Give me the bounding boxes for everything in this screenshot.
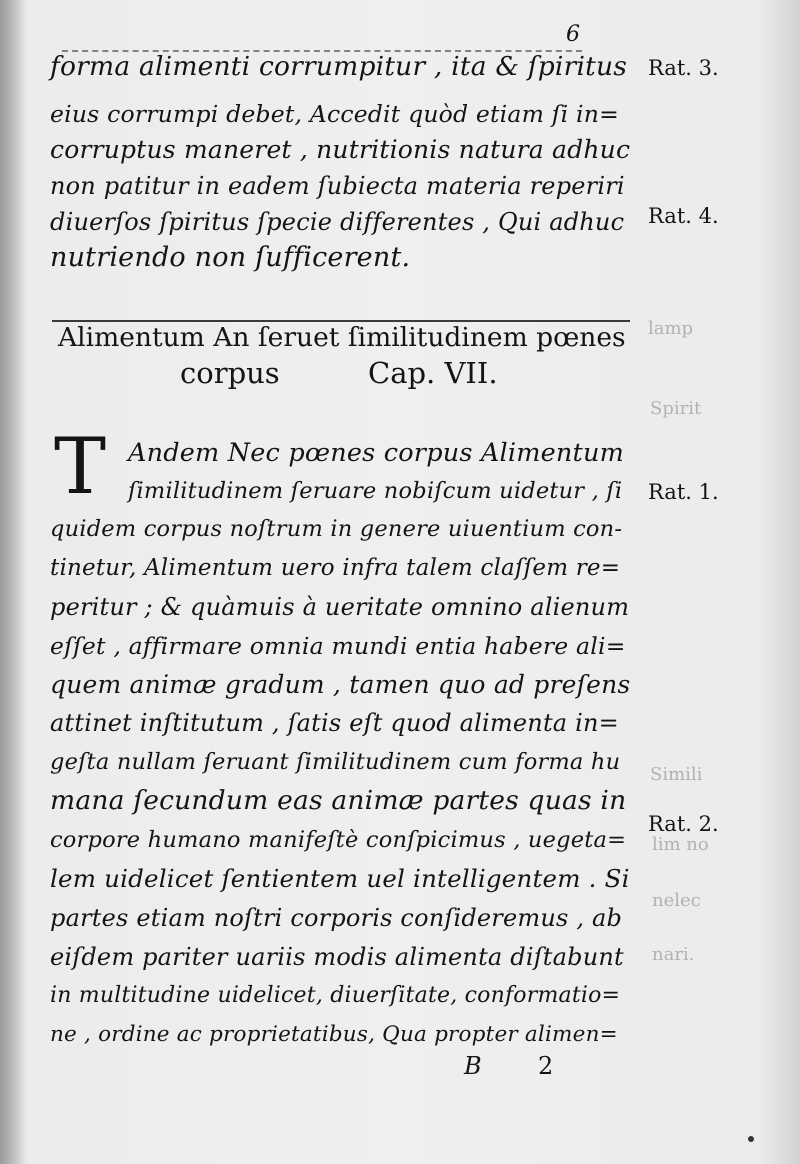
chapter-heading: Alimentum An ſeruet ſimilitudinem pœnes [58,322,626,353]
margin-note-rat-1: Rat. 1. [648,480,719,504]
bleed-through: nelec [652,890,701,911]
text-line: corpore humano manifeſtè conſpicimus , uegeta= [50,827,627,853]
text-line: mana ſecundum eas animæ partes quas in [50,785,627,816]
text-line: nutriendo non ſufficerent. [50,242,411,273]
bleed-through: nari. [652,944,695,965]
gutter-shadow [0,0,26,1164]
text-line: tinetur, Alimentum uero infra talem claſſem re= [50,555,621,581]
text-line: lem uidelicet ſentientem uel intelligentem . Si [50,864,630,893]
text-line: ne , ordine ac proprietatibus, Qua propter alimen= [50,1022,618,1047]
text-line: Andem Nec pœnes corpus Alimentum [128,438,625,468]
text-line: eiſdem pariter uariis modis alimenta diſtabunt [50,943,624,971]
bleed-through: Simili [650,764,703,785]
text-line: quem animæ gradum , tamen quo ad preſens [50,670,631,699]
margin-note-rat-2: Rat. 2. [648,812,719,836]
bleed-through: lamp [648,318,694,339]
chapter-number: Cap. VII. [368,356,498,390]
text-line: in multitudine uidelicet, diuerſitate, conformatio= [50,983,621,1008]
margin-note-rat-4: Rat. 4. [648,204,719,228]
page-number: 6 [566,22,580,47]
text-line: forma alimenti corrumpitur , ita & ſpiritus [50,51,628,82]
text-line: partes etiam noſtri corporis conſideremus , ab [50,904,623,932]
ink-spot [748,1136,754,1142]
text-line: non patitur in eadem ſubiecta materia reperiri [50,172,625,200]
bleed-through: Spirit [650,398,702,419]
signature-mark: B [464,1052,482,1080]
text-line: quidem corpus noſtrum in genere uiuentium con- [50,516,623,542]
bleed-through: lim no [652,834,709,855]
chapter-heading-word: corpus [180,356,280,390]
text-line: geſta nullam ſeruant ſimilitudinem cum forma hu [50,749,621,775]
text-line: corruptus maneret , nutritionis natura adhuc [50,135,631,164]
text-line: eſſet , affirmare omnia mundi entia habere ali= [50,632,626,660]
text-line: ſimilitudinem ſeruare nobiſcum uidetur , ſi [128,478,623,504]
margin-note-rat-3: Rat. 3. [648,56,719,80]
text-line: eius corrumpi debet, Accedit quòd etiam ſi in= [50,100,619,128]
drop-cap: T [54,422,107,512]
text-line: diuerſos ſpiritus ſpecie differentes , Qui adhuc [50,208,625,236]
text-line: attinet inſtitutum , ſatis eſt quod alimenta in= [50,709,619,737]
signature-number: 2 [538,1052,554,1080]
text-line: peritur ; & quàmuis à ueritate omnino alienum [50,593,630,621]
